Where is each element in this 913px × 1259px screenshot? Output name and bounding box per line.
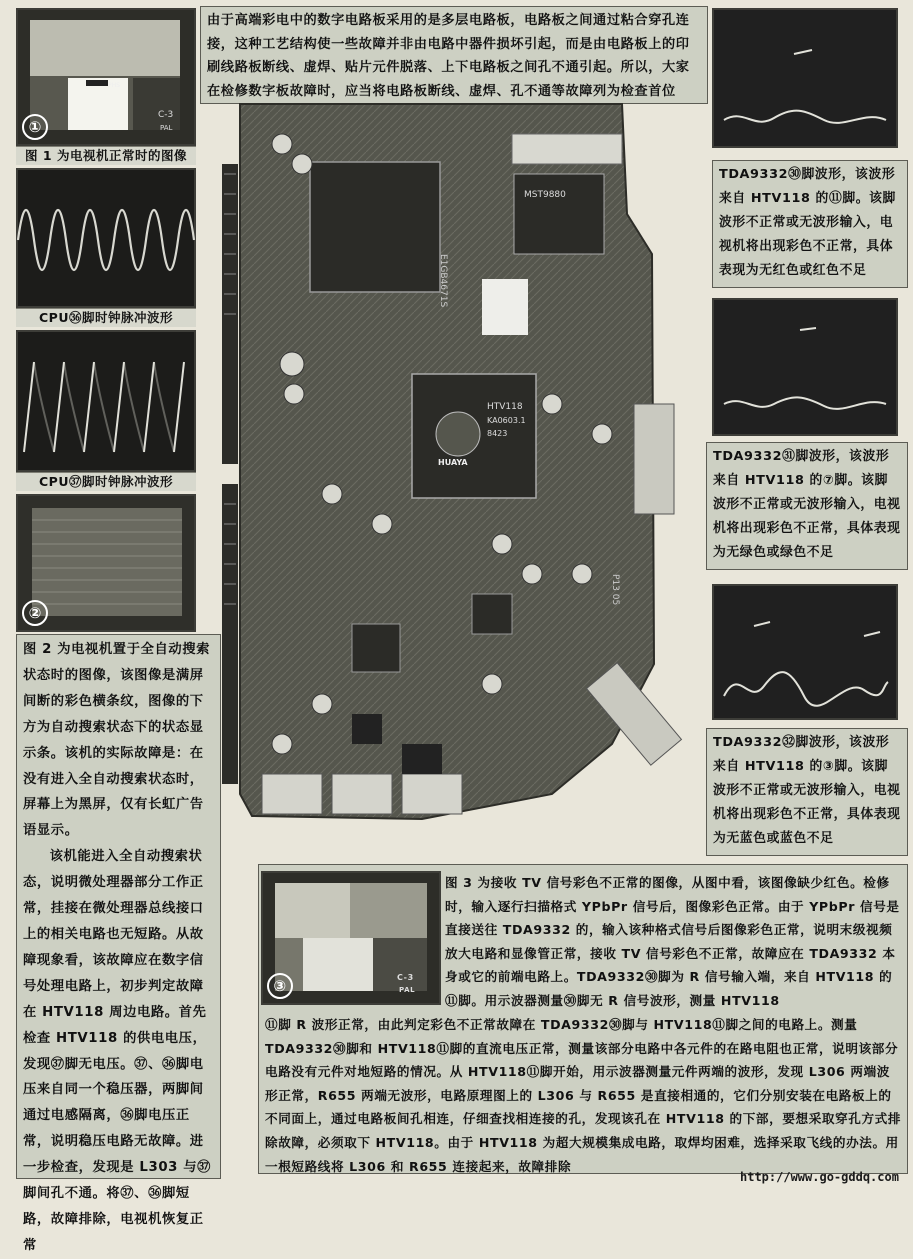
fig1-screen-label-1: PHS [108, 82, 120, 89]
wave31-trace [714, 300, 896, 434]
wave31-photo [712, 298, 898, 436]
wave30-text-box [712, 160, 908, 288]
fig3-screen-label-2: PAL [399, 986, 416, 994]
footer-url[interactable]: http://www.go-gddq.com [740, 1170, 899, 1184]
board-side-text-2: P13 05 [610, 574, 620, 606]
fig3-text-top: 图 3 为接收 TV 信号彩色不正常的图像，从图中看，该图像缺少红色。检修时，输入逐行扫描格式 YPbPr 信号后，图像彩色正常。由于 YPbPr 信号是直接送往 TDA9332 的，输入该种格式信号后图像彩色正常，说明末级视频放大电路和显像管正常，接收 TV 信号彩色不正常，故障应在 TDA9332 本身或它的前端电路上。TDA9332㉚脚为 R 信号输入端，来自 HTV118 的⑪脚。用示波器测量㉚脚无 R 信号波形，测量 HTV118 [445, 875, 900, 1008]
wave30-text: TDA9332㉚脚波形，该波形来自 HTV118 的⑪脚。该脚波形不正常或无波形输入，电视机将出现彩色不正常，具体表现为无红色或红色不足 [719, 167, 896, 278]
fig2-description: 图 2 为电视机置于全自动搜索状态时的图像，该图像是满屏间断的彩色横条纹，图像的下方为自动搜索状态下的状态显示条。该机的实际故障是：在没有进入全自动搜索状态时，屏幕上为黑屏，仅有长虹广告语显示。 [23, 642, 211, 839]
wave32-text-box [706, 728, 908, 856]
wave32-photo [712, 584, 898, 720]
cpu36-sine-wave [18, 170, 194, 306]
fig3-screen-label-1: C-3 [397, 973, 414, 982]
fig2-number-badge: ② [22, 600, 48, 626]
board-chip-label-mst: MST9880 [524, 190, 566, 200]
cpu37-pulse-wave [18, 332, 194, 470]
fig2-photo [16, 494, 196, 632]
fig3-text-box [258, 864, 908, 1174]
board-brand-label: HUAYA [438, 458, 468, 467]
wave30-trace [714, 10, 896, 146]
fig1-photo [16, 8, 196, 146]
intro-text: 由于高端彩电中的数字电路板采用的是多层电路板，电路板之间通过粘合穿孔连接，这种工艺结构使一些故障并非由电路中器件损坏引起，而是由电路板上的印刷线路板断线、虚焊、贴片元件脱落、上下电路板之间孔不通引起。所以，大家在检修数字板故障时，应当将电路板断线、虚焊、孔不通等故障列为检查首位 [207, 13, 690, 99]
cpu37-waveform-photo [16, 330, 196, 472]
circuit-board-photo [222, 104, 700, 834]
cpu36-waveform-photo [16, 168, 196, 308]
fig3-number-badge: ③ [267, 973, 293, 999]
circuit-board-image [222, 104, 700, 834]
fig1-screen-label-3: PAL [160, 124, 173, 132]
board-chip-label-ka: KA0603.1 [487, 416, 526, 425]
wave31-text-box [706, 442, 908, 570]
wave30-photo [712, 8, 898, 148]
wave32-text: TDA9332㉜脚波形，该波形来自 HTV118 的③脚。该脚波形不正常或无波形输入，电视机将出现彩色不正常，具体表现为无蓝色或蓝色不足 [713, 735, 901, 846]
wave32-trace [714, 586, 896, 718]
fig3-text-bottom: ⑪脚 R 波形正常，由此判定彩色不正常故障在 TDA9332㉚脚与 HTV118⑪脚之间的电路上。测量 TDA9332㉚脚和 HTV118⑪脚的直流电压正常，测量该部分电路中各元件的在路电阻也正常，说明该部分电路没有元件对地短路的情况。从 HTV118⑪脚开始，用示波器测量元件两端的波形，发现 L306 两端波形正常，R655 两端无波形，电路原理图上的 L306 与 R655 是直接相通的，它们分别安装在电路板上的不同面上，通过电路板间孔相连，仔细查找相连接的孔，发现该孔在 HTV118 的下部，要想采取穿孔方式排除故障，必须取下 HTV118。由于 HTV118 为超大规模集成电路，取焊均困难，选择采取飞线的办法。用一根短路线将 L306 和 R655 连接起来，故障排除 [265, 1017, 902, 1174]
board-side-text: E1GB4671S [438, 254, 448, 308]
wave31-text: TDA9332㉛脚波形，该波形来自 HTV118 的⑦脚。该脚波形不正常或无波形输入，电视机将出现彩色不正常，具体表现为无绿色或绿色不足 [713, 449, 901, 560]
fig2-analysis: 该机能进入全自动搜索状态，说明微处理器部分工作正常，挂接在微处理器总线接口上的相关电路也无短路。从故障现象看，该故障应在数字信号处理电路上，初步判定故障在 HTV118 周边电路。首先检查 HTV118 的供电电压，发现㊲脚无电压。㊲、㊱脚电压来自同一个稳压器，两脚间通过电感隔离，㊱脚电压正常，说明稳压电路无故障。进一步检查，发现是 L303 与㊲脚间孔不通。将㊲、㊱脚短路，故障排除，电视机恢复正常 [23, 849, 212, 1253]
fig2-text-box [16, 634, 221, 1253]
fig1-number-badge: ① [22, 114, 48, 140]
cpu37-caption: CPU㊲脚时钟脉冲波形 [16, 472, 196, 491]
fig3-photo [261, 871, 441, 1005]
fig1-caption: 图 1 为电视机正常时的图像 [16, 146, 196, 165]
fig1-screen-label-2: C-3 [158, 110, 174, 120]
cpu36-caption: CPU㊱脚时钟脉冲波形 [16, 308, 196, 327]
board-chip-label-htv118: HTV118 [487, 402, 523, 412]
intro-text-box [200, 6, 708, 104]
board-chip-label-code: 8423 [487, 429, 508, 438]
